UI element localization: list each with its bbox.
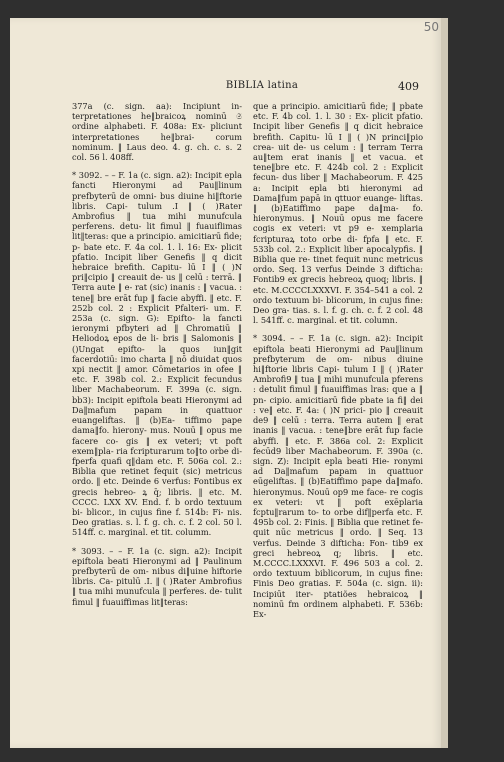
page-number: 409 (398, 80, 419, 93)
page-edge (441, 18, 448, 748)
book-spread (10, 18, 448, 748)
entry-continuation: 377a (c. sign. aa): Incipiunt in‑ terpretationes he‖braicoꝝ nominū 𝔖 ordine alphabeti. F. 408a: Ex‑ pliciunt interpretationes he‖brai‑ corum nominum. ‖ Laus deo. 4. g. ch. c. s. 2 col. 56 l. 408ff. (72, 101, 242, 163)
entry-3092: * 3092. – – F. 1a (c. sign. a2): Incipit epla fancti Hieronymi ad Pau‖linum prefbyterū de omni‑ bus diuine hi‖ftorie libris. Capi‑ tulum .I ‖ ( )Rater Ambrofius ‖ tua mihi munufcula perferens. detu‑ lit fimul ‖ fuauiflimas lit‖teras: que a principio. amicitiarū fide; p‑ bate etc. F. 4a col. 1. l. 16: Ex‑ plicit pfatio. Incipit liber Genefis ‖ q dicit hebraice brefith. Capitu‑ lū I ‖ ( )N pri‖cipio ‖ creauit de‑ us ‖ celū : terrā. ‖ Terra aute ‖ e‑ rat (sic) inanis : ‖ vacua. : tene‖ bre erāt fup ‖ facie abyffi. ‖ etc. F. 252b col. 2 : Explicit Pfalteri‑ um. F. 253a (c. sign. G): Epifto‑ la fancti ieronymi pfbyteri ad ‖ Chromatiū ‖ Heliodoꝝ epos de li‑ bris ‖ Salomonis ‖ ()Ungat epifto‑ la quos iun‖git facerdotiū: imo charta ‖ nō diuidat quos xpi nectit ‖ amor. Cōmetarios in ofee ‖ etc. F. 398b col. 2.: Explicit fecundus liber Machabeorum. F. 399a (c. sign. bb3): Incipit epiftola beati Hieronymi ad Da‖mafum papam in quattuor euangeliftas. ‖ (b)Ea‑ tiffimo pape dama‖fo. hierony‑ mus. Nouū ‖ opus me facere co‑ gis ‖ ex veteri; vt poft exem‖pla‑ ria fcripturarum to‖to orbe di‑ fperfa quafi q‖dam etc. F. 506a col. 2.: Biblia que retinet fequit (sic) metricus ordo. ‖ etc. Deinde 6 verfus: Fontibus ex grecis hebreo‑ ꝝ q̄; libris. ‖ etc. M. CCCC. LXX XV. End. f. b ordo textuum bi‑ blicor., in cujus fine f. 514b: Fi‑ nis. Deo gratias. s. l. f. g. ch. c. f. 2 col. 50 l. 514ff. c. marginal. et tit. columm. (72, 170, 243, 538)
book-page (10, 18, 443, 748)
running-head: BIBLIA latina (225, 80, 299, 91)
right-column (253, 101, 423, 627)
left-column (72, 101, 242, 615)
entry-3093-continuation: que a principio. amicitiarū fide; ‖ pbate etc. F. 4b col. 1. l. 30 : Ex‑ plicit pfatio. Incipit liber Genefis ‖ q dicit hebraice brefith. Capitu‑ lū I ‖ ( )N princi‖pio crea‑ uit de‑ us celum : ‖ terram Terra au‖tem erat inanis ‖ et vacua. et tene‖bre etc. F. 424b col. 2 : Explicit fecun‑ dus liber ‖ Machabeorum. F. 425 a: Incipit epla bti hieronymi ad Dama‖fum papā in qttuor euange‑ liftas. ‖ (b)Eatiffimo pape da‖ma‑ fo. hieronymus. ‖ Nouū opus me facere cogis ex veteri: vt p9 e‑ xemplaria fcripturaꝝ toto orbe di‑ fpfa ‖ etc. F. 533b col. 2.: Explicit liber apocalypfis. ‖ Biblia que re‑ tinet fequit nunc metricus ordo. Seq. 13 verfus Deinde 3 difticha: Fontib9 ex grecis hebreoꝝ quoq; libris. ‖ etc. M.CCCCLXXXVI. F. 354–541 a col. 2 ordo textuum bi‑ blicorum, in cujus fine: Deo gra‑ tias. s. l. f. g. ch. c. f. 2 col. 48 l. 541ff. c. marginal. et tit. column. (253, 101, 423, 326)
entry-3093: * 3093. – – F. 1a (c. sign. a2): Incipit epiftola beati Hieronymi ad ‖ Paulinum prefbyterū de om‑ nibus di‖uine hiftorie libris. Ca‑ pitulū .I. ‖ ( )Rater Ambrofius ‖ tua mihi munufcula ‖ perferes. de‑ tulit fimul ‖ fuauiffimas lit‖teras: (72, 545, 242, 607)
corner-page-mark: 50 (423, 20, 439, 34)
entry-3094: * 3094. – – F. 1a (c. sign. a2): Incipit epiftola beati Hieronymi ad Pau‖linum prefbyterum de om‑ nibus diuine hi‖ftorie libris Capi‑ tulum I ‖ ( )Rater Ambrofi9 ‖ tua ‖ mihi munufcula pferens : detulit fimul ‖ fuauiffimas lras: que a ‖ pn‑ cipio. amicitiarū fide pbate ia fi‖ dei : ve‖ etc. F. 4a: ( )N prici‑ pio ‖ creauit de9 ‖ celū : terra. Terra autem ‖ erat inanis ‖ vacua. : tene‖bre erāt fup facie abyffi. ‖ etc. F. 386a col. 2: Explicit fecūd9 liber Machabeorum. F. 390a (c. sign. Z): Incipit epla beati Hie‑ ronymi ad Da‖mafum papam in quattuor eūgeliftas. ‖ (b)Eatiffimo pape da‖mafo. hieronymus. Nouū op9 me face‑ re cogis ex veteri: vt ‖ poft exēplaria fcptu‖rarum to‑ to orbe dif‖perfa etc. F. 495b col. 2: Finis. ‖ Biblia que retinet fe‑ quit nūc metricus ‖ ordo. ‖ Seq. 13 verfus. Deinde 3 difticha: Fon‑ tib9 ex greci hebreoꝝ q; libris. ‖ etc. M.CCCC.LXXXVI. F. 496 503 a col. 2. ordo textuum biblicorum, in cujus fine: Finis Deo gratias. F. 504a (c. sign. ii): Incipiūt iter‑ ptatiões hebraicoꝝ ‖ nominū fm ordinem alphabeti. F. 536b: Ex‑ (253, 333, 423, 619)
